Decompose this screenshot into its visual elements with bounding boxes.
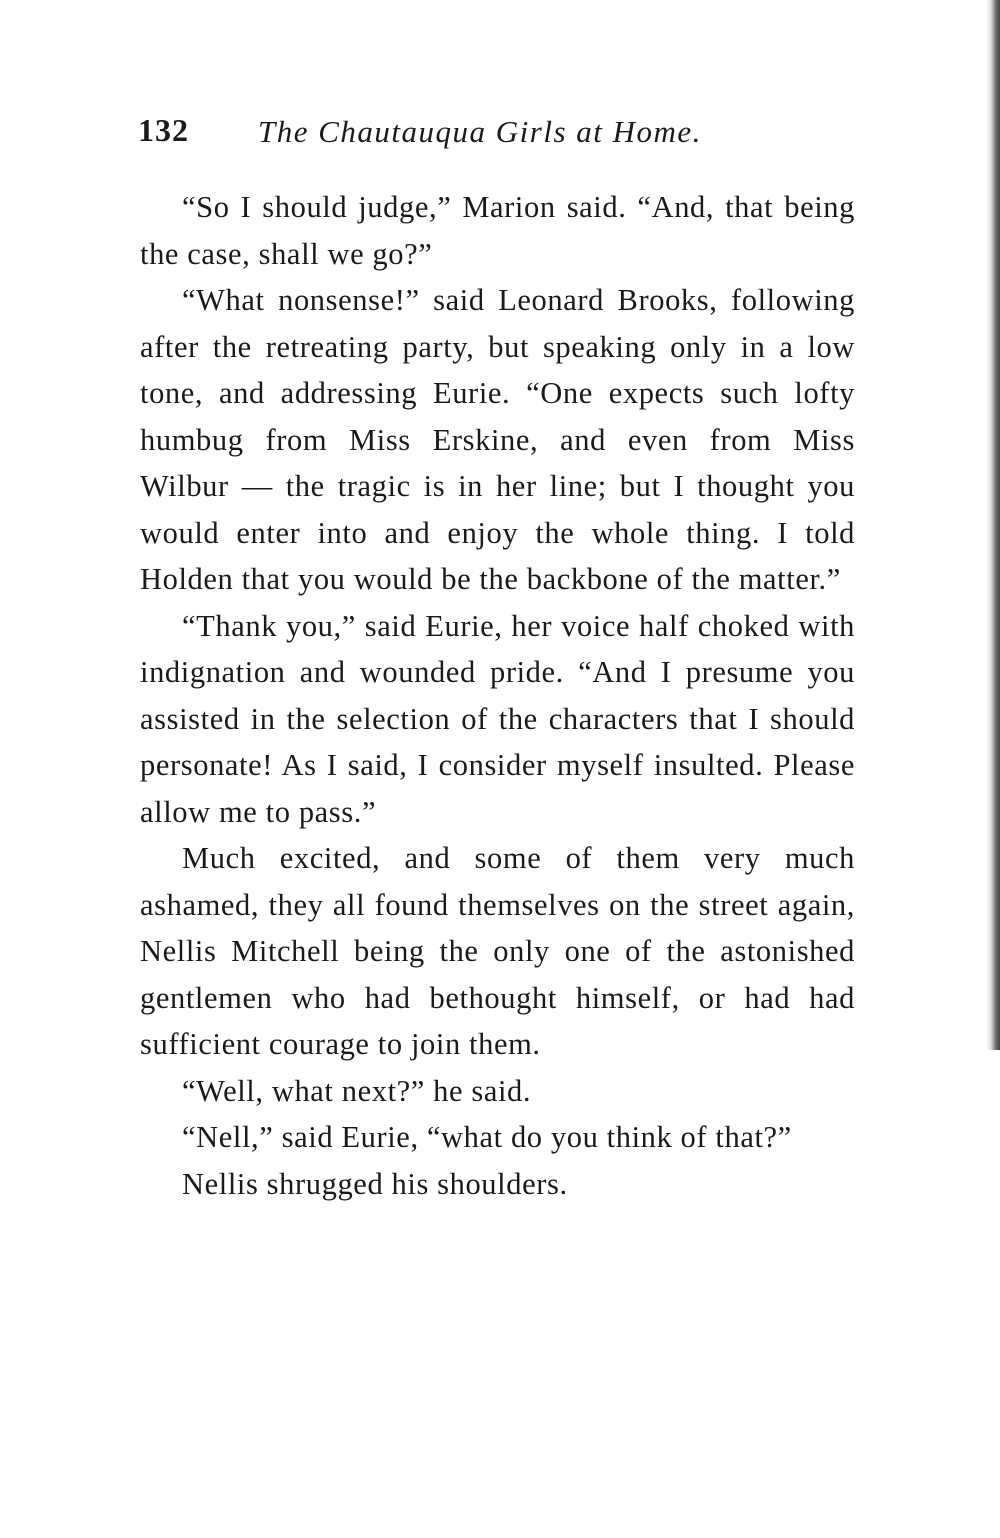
page-edge-shadow <box>986 0 1000 1050</box>
body-text <box>140 184 855 1207</box>
paragraph: “Thank you,” said Eurie, her voice half choked with indignation and wounded pride. “And I presume you assisted in the selection of the characters that I should personate! As I said, I consider myself insulted. Please allow me to pass.” <box>140 608 855 829</box>
paragraph: “What nonsense!” said Leonard Brooks, following after the retreating party, but speaking only in a low tone, and addressing Eurie. “One expects such lofty humbug from Miss Erskine, and even from Miss Wilbur — the tragic is in her line; but I thought you would enter into and enjoy the whole thing. I told Holden that you would be the backbone of the matter.” <box>140 283 855 596</box>
page-number: 132 <box>138 112 189 148</box>
paragraph: “Well, what next?” he said. <box>182 1073 532 1108</box>
paragraph: Much excited, and some of them very much ashamed, they all found themselves on the street again, Nellis Mitchell being the only one of the astonished gentlemen who had bethought himself, or had had sufficient courage to join them. <box>140 841 855 1061</box>
paragraph: Nellis shrugged his shoulders. <box>182 1166 568 1201</box>
paragraph: “So I should judge,” Marion said. “And, that being the case, shall we go?” <box>140 190 855 271</box>
paragraph: “Nell,” said Eurie, “what do you think of that?” <box>182 1120 792 1154</box>
running-header <box>138 112 858 158</box>
running-title: The Chautauqua Girls at Home. <box>258 114 702 149</box>
